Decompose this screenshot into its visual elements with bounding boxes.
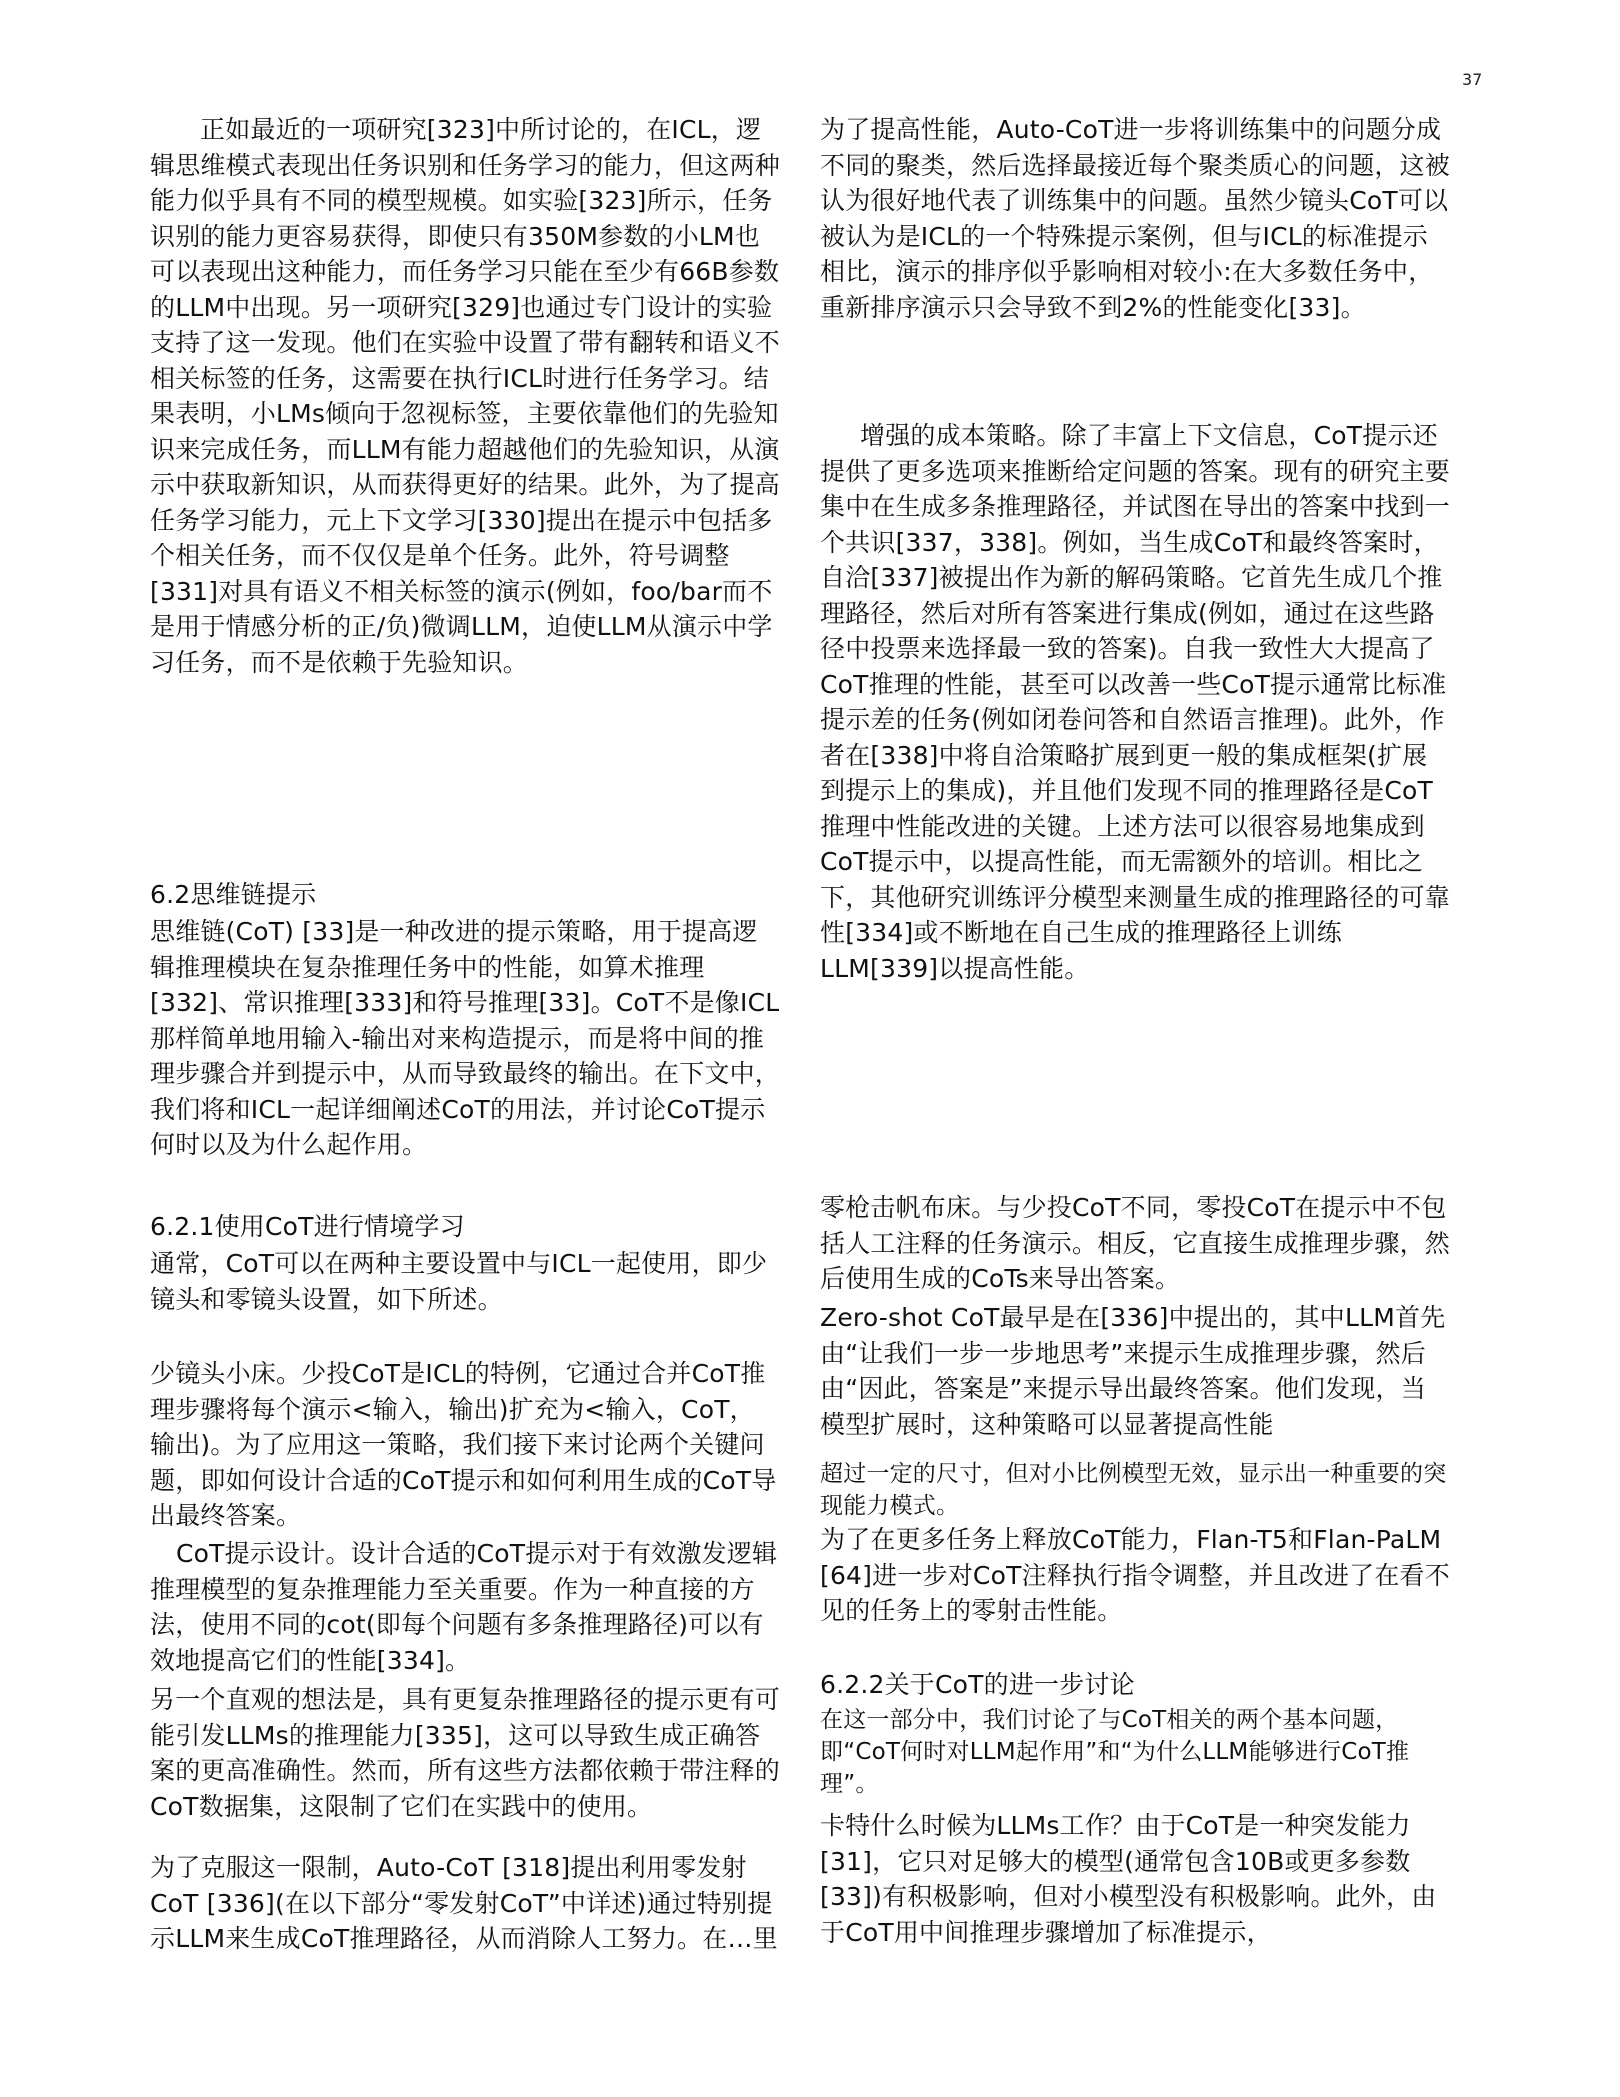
paragraph-text: 超过一定的尺寸，但对小比例模型无效，显示出一种重要的突现能力模式。 <box>820 1461 1447 1519</box>
paragraph-cot-intro <box>150 914 780 1163</box>
paragraph-zero-shot-origin <box>820 1300 1450 1442</box>
paragraph-emergent-ability <box>820 1458 1450 1522</box>
paragraph-text: 为了在更多任务上释放CoT能力，Flan-T5和Flan-PaLM [64]进一步对CoT注释执行指令调整，并且改进了在看不见的任务上的零射击性能。 <box>820 1525 1450 1625</box>
paragraph-text: 为了提高性能，Auto-CoT进一步将训练集中的问题分成不同的聚类，然后选择最接近每个聚类质心的问题，这被认为很好地代表了训练集中的问题。虽然少镜头CoT可以被认为是ICL的一个特殊提示案例，但与ICL的标准提示相比，演示的排序似乎影响相对较小:在大多数任务中，重新排序演示只会导致不到2%的性能变化[33]。 <box>820 115 1451 322</box>
paragraph-cot-settings <box>150 1246 780 1317</box>
paragraph-zero-shot-cot <box>820 1190 1450 1297</box>
paragraph-flan <box>820 1522 1450 1629</box>
paragraph-text: 卡特什么时候为LLMs工作？由于CoT是一种突发能力[31]，它只对足够大的模型(通常包含10B或更多参数[33])有积极影响，但对小模型没有积极影响。此外，由于CoT用中间推理步骤增加了标准提示， <box>820 1811 1437 1947</box>
paragraph-text: 增强的成本策略。除了丰富上下文信息，CoT提示还提供了更多选项来推断给定问题的答案。现有的研究主要集中在生成多条推理路径，并试图在导出的答案中找到一个共识[337，338]。例如，当生成CoT和最终答案时，自洽[337]被提出作为新的解码策略。它首先生成几个推理路径，然后对所有答案进行集成(例如，通过在这些路径中投票来选择最一致的答案)。自我一致性大大提高了CoT推理的性能，甚至可以改善一些CoT提示通常比标准提示差的任务(例如闭卷问答和自然语言推理)。此外，作者在[338]中将自洽策略扩展到更一般的集成框架(扩展到提示上的集成)，并且他们发现不同的推理路径是CoT推理中性能改进的关键。上述方法可以很容易地集成到CoT提示中，以提高性能，而无需额外的培训。相比之下，其他研究训练评分模型来测量生成的推理路径的可靠性[334]或不断地在自己生成的推理路径上训练LLM[339]以提高性能。 <box>820 421 1451 983</box>
paragraph-text: 为了克服这一限制，Auto-CoT [318]提出利用零发射CoT [336](在以下部分“零发射CoT”中详述)通过特别提示LLM来生成CoT推理路径，从而消除人工努力。在…里 <box>150 1853 778 1953</box>
paragraph-text: 另一个直观的想法是，具有更复杂推理路径的提示更有可能引发LLMs的推理能力[335]，这可以导致生成正确答案的更高准确性。然而，所有这些方法都依赖于带注释的CoT数据集，这限制了它们在实践中的使用。 <box>150 1685 781 1821</box>
page-number: 37 <box>1462 70 1483 89</box>
paragraph-further-discussion <box>820 1704 1450 1800</box>
paragraph-auto-cot-clustering <box>820 112 1450 325</box>
paragraph-text: Zero-shot CoT最早是在[336]中提出的，其中LLM首先由“让我们一步一步地思考”来提示生成推理步骤，然后由“因此，答案是”来提示导出最终答案。他们发现，当模型扩展时，这种策略可以显著提高性能 <box>820 1303 1446 1439</box>
paragraph-when-cot-works <box>820 1808 1450 1950</box>
section-heading-6-2-2: 6.2.2关于CoT的进一步讨论 <box>820 1670 1135 1699</box>
paragraph-cot-prompt-design <box>150 1536 780 1678</box>
paragraph-text: 正如最近的一项研究[323]中所讨论的，在ICL，逻辑思维模式表现出任务识别和任务学习的能力，但这两种能力似乎具有不同的模型规模。如实验[323]所示，任务识别的能力更容易获得，即使只有350M参数的小LM也可以表现出这种能力，而任务学习只能在至少有66B参数的LLM中出现。另一项研究[329]也通过专门设计的实验支持了这一发现。他们在实验中设置了带有翻转和语义不相关标签的任务，这需要在执行ICL时进行任务学习。结果表明，小LMs倾向于忽视标签，主要依靠他们的先验知识来完成任务，而LLM有能力超越他们的先验知识，从演示中获取新知识，从而获得更好的结果。此外，为了提高任务学习能力，元上下文学习[330]提出在提示中包括多个相关任务，而不仅仅是单个任务。此外，符号调整[331]对具有语义不相关标签的演示(例如，foo/bar而不是用于情感分析的正/负)微调LLM，迫使LLM从演示中学习任务，而不是依赖于先验知识。 <box>150 115 781 677</box>
paragraph-text: 在这一部分中，我们讨论了与CoT相关的两个基本问题，即“CoT何时对LLM起作用”和“为什么LLM能够进行CoT推理”。 <box>820 1707 1410 1797</box>
paragraph-text: 通常，CoT可以在两种主要设置中与ICL一起使用，即少镜头和零镜头设置，如下所述。 <box>150 1249 768 1314</box>
paragraph-text: 少镜头小床。少投CoT是ICL的特例，它通过合并CoT推理步骤将每个演示<输入，输出)扩充为<输入，CoT，输出)。为了应用这一策略，我们接下来讨论两个关键问题，即如何设计合适的CoT提示和如何利用生成的CoT导出最终答案。 <box>150 1359 777 1530</box>
paragraph-text: CoT提示设计。设计合适的CoT提示对于有效激发逻辑推理模型的复杂推理能力至关重要。作为一种直接的方法，使用不同的cot(即每个问题有多条推理路径)可以有效地提高它们的性能[334]。 <box>150 1539 778 1675</box>
paragraph-text: 思维链(CoT) [33]是一种改进的提示策略，用于提高逻辑推理模块在复杂推理任务中的性能，如算术推理[332]、常识推理[333]和符号推理[33]。CoT不是像ICL那样简单地用输入-输出对来构造提示，而是将中间的推理步骤合并到提示中，从而导致最终的输出。在下文中，我们将和ICL一起详细阐述CoT的用法，并讨论CoT提示何时以及为什么起作用。 <box>150 917 781 1159</box>
paragraph-enhanced-strategy <box>820 418 1450 986</box>
paragraph-few-shot-cot <box>150 1356 780 1534</box>
paragraph-text: 零枪击帆布床。与少投CoT不同，零投CoT在提示中不包括人工注释的任务演示。相反，它直接生成推理步骤，然后使用生成的CoTs来导出答案。 <box>820 1193 1451 1293</box>
paragraph-complex-reasoning <box>150 1682 780 1824</box>
section-heading-6-2: 6.2思维链提示 <box>150 880 317 909</box>
section-heading-6-2-1: 6.2.1使用CoT进行情境学习 <box>150 1212 465 1241</box>
paragraph-icl-task-learning <box>150 112 780 680</box>
paragraph-auto-cot <box>150 1850 780 1957</box>
